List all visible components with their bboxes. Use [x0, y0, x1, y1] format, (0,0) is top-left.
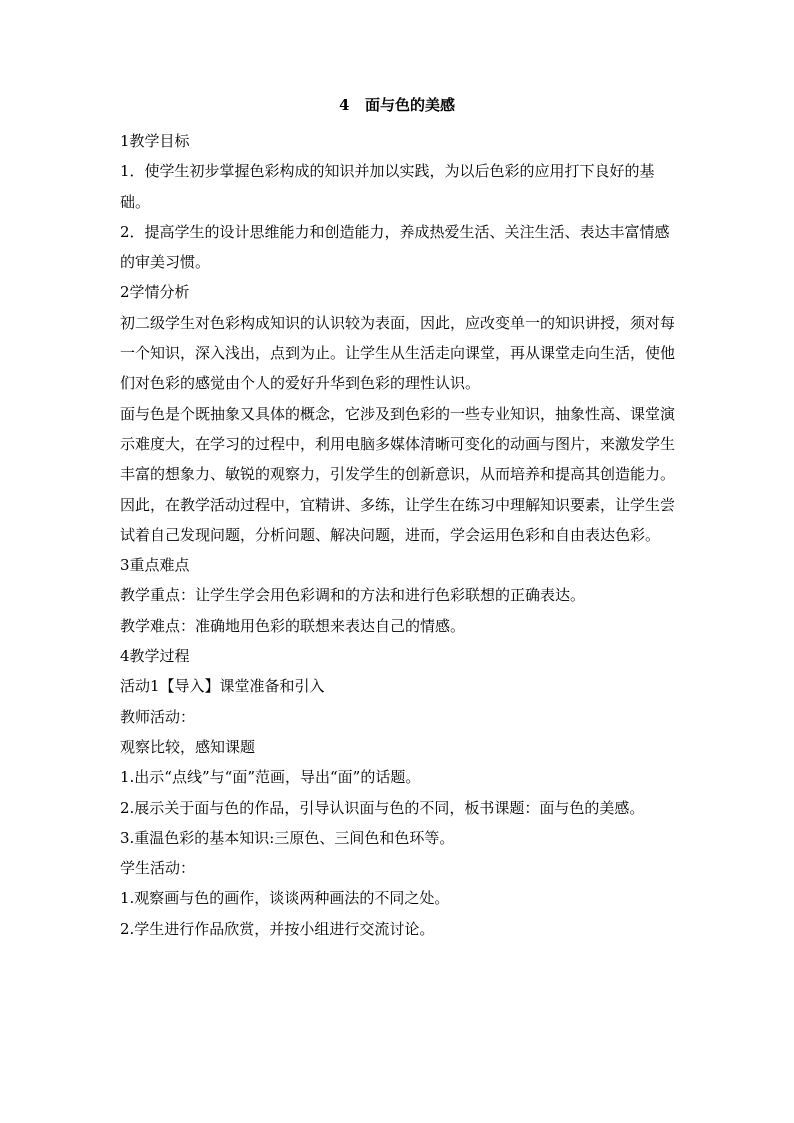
- student-step-1: 1.观察画与色的画作，谈谈两种画法的不同之处。: [120, 889, 450, 908]
- objective-item-2: 2．提高学生的设计思维能力和创造能力，养成热爱生活、关注生活、表达丰富情感的审美习惯。: [120, 222, 670, 272]
- key-point-focus: 教学重点：让学生学会用色彩调和的方法和进行色彩联想的正确表达。: [120, 586, 586, 605]
- student-activity-label: 学生活动：: [120, 859, 196, 878]
- activity-title: 活动1【导入】课堂准备和引入: [120, 677, 325, 696]
- teacher-step-1: 1.出示“点线”与“面”范画，导出“面”的话题。: [120, 768, 421, 787]
- document-body: [120, 126, 680, 944]
- heading-objectives: 1教学目标: [120, 132, 190, 150]
- objective-item-1: 1．使学生初步掌握色彩构成的知识并加以实践，为以后色彩的应用打下良好的基础。: [120, 162, 655, 211]
- document-title: 4 面与色的美感: [338, 96, 456, 114]
- teacher-step-2: 2.展示关于面与色的作品，引导认识面与色的不同，板书课题：面与色的美感。: [120, 798, 645, 817]
- key-point-difficulty: 教学难点：准确地用色彩的联想来表达自己的情感。: [120, 616, 466, 635]
- teacher-activity-label: 教师活动：: [120, 707, 196, 726]
- heading-key-points: 3重点难点: [120, 556, 190, 575]
- heading-student-analysis: 2学情分析: [120, 283, 190, 302]
- teacher-activity-subtitle: 观察比较，感知课题: [120, 737, 256, 756]
- heading-teaching-process: 4教学过程: [120, 647, 190, 666]
- analysis-paragraph-2: 面与色是个既抽象又具体的概念，它涉及到色彩的一些专业知识，抽象性高、课堂演示难度大，在学习的过程中，利用电脑多媒体清晰可变化的动画与图片，来激发学生丰富的想象力、敏锐的观察力，引发学生的创新意识，从而培养和提高其创造能力。因此，在教学活动过程中，宜精讲、多练，让学生在练习中理解知识要素，让学生尝试着自己发现问题，分析问题、解决问题，进而，学会运用色彩和自由表达色彩。: [120, 404, 676, 544]
- student-step-2: 2.学生进行作品欣赏，并按小组进行交流讨论。: [120, 919, 435, 938]
- teacher-step-3: 3.重温色彩的基本知识:三原色、三间色和色环等。: [120, 828, 455, 847]
- analysis-paragraph-1: 初二级学生对色彩构成知识的认识较为表面，因此，应改变单一的知识讲授，须对每一个知识，深入浅出，点到为止。让学生从生活走向课堂，再从课堂走向生活，使他们对色彩的感觉由个人的爱好升华到色彩的理性认识。: [120, 313, 676, 393]
